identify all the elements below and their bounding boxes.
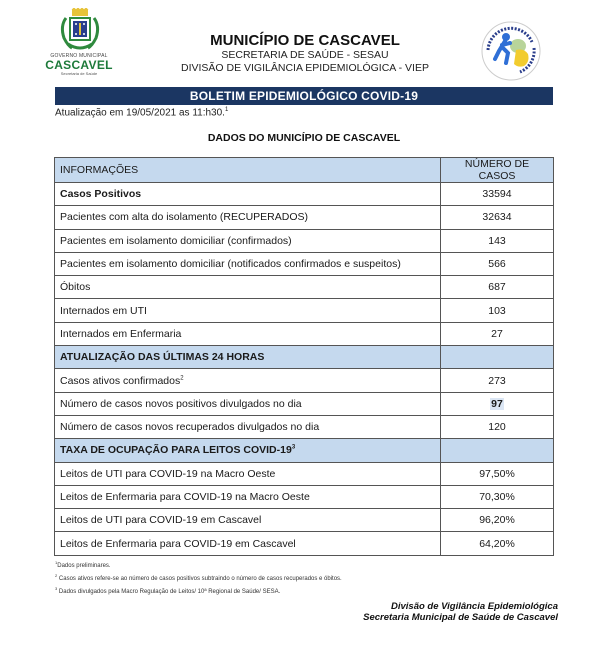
table-row: Número de casos novos positivos divulgados no dia 97 [55, 392, 554, 415]
table-row: Número de casos novos recuperados divulgados no dia 120 [55, 415, 554, 438]
logo-name: CASCAVEL [45, 58, 113, 72]
bulletin-title-bar: BOLETIM EPIDEMIOLÓGICO COVID-19 [55, 87, 553, 105]
column-header-informacoes: INFORMAÇÕES [55, 158, 441, 183]
table-row: Casos Positivos 33594 [55, 183, 554, 206]
table-row: Leitos de Enfermaria para COVID-19 em Cascavel 64,20% [55, 532, 554, 555]
table-row: Pacientes em isolamento domiciliar (confirmados) 143 [55, 229, 554, 252]
covid-data-table [54, 157, 554, 556]
logo-sub: Secretaria de Saúde [60, 71, 98, 76]
table-row: Casos ativos confirmados$^2$ 273 [55, 369, 554, 392]
footnote-1: $^1$Dados preliminares. [55, 560, 111, 569]
signature-line-1: Divisão de Vigilância Epidemiológica [390, 601, 558, 612]
table-row: Leitos de UTI para COVID-19 na Macro Oeste 97,50% [55, 462, 554, 485]
header-subtitle-1: SECRETARIA DE SAÚDE - SESAU [221, 49, 389, 61]
coat-of-arms-icon [58, 8, 102, 52]
table-row: Internados em Enfermaria 27 [55, 322, 554, 345]
section-header-occupancy: TAXA DE OCUPAÇÃO PARA LEITOS COVID-$19^3$ [55, 439, 554, 462]
update-timestamp: Atualização em 19/05/2021 as 11:h30.$^1$ [55, 107, 229, 119]
header-subtitle-2: DIVISÃO DE VIGILÂNCIA EPIDEMIOLÓGICA - VIEP [181, 62, 429, 74]
section-header-24h: ATUALIZAÇÃO DAS ÚLTIMAS 24 HORAS [55, 346, 554, 369]
table-header-row [55, 158, 554, 183]
vigilancia-epidemiologica-logo-icon [480, 20, 542, 82]
table-row: Pacientes em isolamento domiciliar (notificados confirmados e suspeitos) 566 [55, 252, 554, 275]
column-header-numero-de-casos: NÚMERO DE CASOS [441, 158, 554, 183]
footnotes [55, 558, 342, 597]
highlighted-value: 97 [491, 397, 503, 410]
footnote-3: $^3$ Dados divulgados pela Macro Regulação de Leitos/ 10ª Regional de Saúde/ SESA. [55, 586, 281, 595]
header-titles [140, 32, 470, 75]
table-row: Leitos de Enfermaria para COVID-19 na Macro Oeste 70,30% [55, 485, 554, 508]
footnote-2: $^2$ Casos ativos refere-se ao número de casos positivos subtraindo o número de casos recuperados e óbitos. [55, 573, 342, 582]
signature [363, 601, 558, 623]
logo-gov-label: GOVERNO MUNICIPAL [50, 53, 108, 59]
section-title: DADOS DO MUNICÍPIO DE CASCAVEL [207, 132, 401, 144]
table-row: Leitos de UTI para COVID-19 em Cascavel 96,20% [55, 509, 554, 532]
table-row: Pacientes com alta do isolamento (RECUPERADOS) 32634 [55, 206, 554, 229]
page-title: MUNICÍPIO DE CASCAVEL [210, 32, 400, 49]
cascavel-logo [34, 8, 124, 74]
table-row: Internados em UTI 103 [55, 299, 554, 322]
signature-line-2: Secretaria Municipal de Saúde de Cascavel [363, 612, 558, 623]
table-row: Óbitos 687 [55, 276, 554, 299]
